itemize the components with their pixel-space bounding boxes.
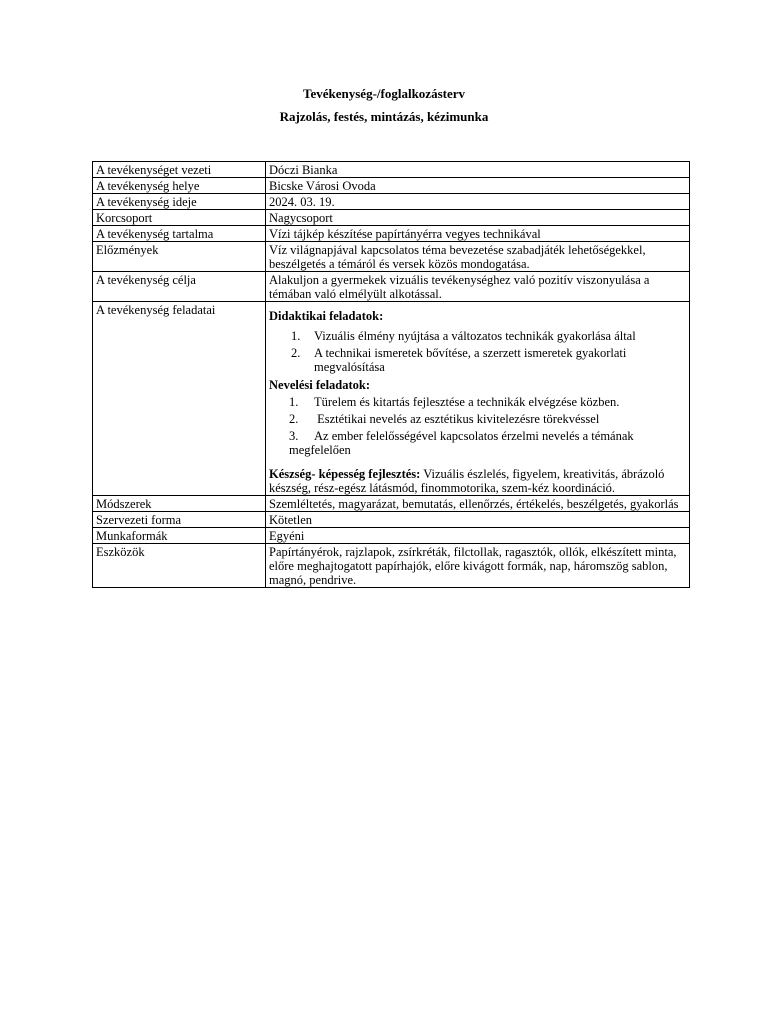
row-label: Eszközök xyxy=(93,544,266,588)
document-title: Tevékenység-/foglalkozásterv xyxy=(303,86,465,101)
list-text: Vizuális élmény nyújtása a változatos technikák gyakorlása által xyxy=(314,329,636,343)
table-row xyxy=(93,178,690,194)
list-number: 2. xyxy=(289,412,299,426)
list-item xyxy=(291,346,686,374)
nevelesi-heading: Nevelési feladatok: xyxy=(269,378,371,392)
list-text: Türelem és kitartás fejlesztése a technikák elvégzése közben. xyxy=(314,395,620,409)
table-row xyxy=(93,194,690,210)
list-item xyxy=(289,412,686,426)
keszseg-heading: Készség- képesség fejlesztés: xyxy=(269,467,421,481)
list-text: Esztétikai nevelés az esztétikus kivitelezésre törekvéssel xyxy=(314,412,600,426)
table-row xyxy=(93,210,690,226)
list-number: 1. xyxy=(291,329,301,343)
row-value: 2024. 03. 19. xyxy=(266,194,690,210)
row-label: A tevékenységet vezeti xyxy=(93,162,266,178)
row-value: Papírtányérok, rajzlapok, zsírkréták, filctollak, ragasztók, ollók, elkészített minta, előre meghajtogatott papírhajók, előre kivágott formák, nap, háromszög sablon, magnó, pendrive. xyxy=(266,544,690,588)
row-value: Kötetlen xyxy=(266,512,690,528)
table-row xyxy=(93,162,690,178)
didaktikai-heading: Didaktikai feladatok: xyxy=(269,309,384,323)
list-item xyxy=(289,429,686,457)
document-subtitle: Rajzolás, festés, mintázás, kézimunka xyxy=(279,109,489,124)
row-label: Módszerek xyxy=(93,496,266,512)
list-number: 1. xyxy=(289,395,299,409)
row-value: Dóczi Bianka xyxy=(266,162,690,178)
table-row xyxy=(93,544,690,588)
table-row xyxy=(93,512,690,528)
keszseg-text: Vizuális észlelés, figyelem, kreativitás, ábrázoló készség, rész-egész látásmód, finommotorika, szem-kéz koordináció. xyxy=(269,467,665,495)
row-label: Szervezeti forma xyxy=(93,512,266,528)
list-item xyxy=(291,329,686,343)
row-value: Szemléltetés, magyarázat, bemutatás, ellenőrzés, értékelés, beszélgetés, gyakorlás xyxy=(266,496,690,512)
row-value: Víz világnapjával kapcsolatos téma bevezetése szabadjáték lehetőségekkel, beszélgetés a témáról és versek közös mondogatása. xyxy=(266,242,690,272)
row-label: A tevékenység helye xyxy=(93,178,266,194)
keszseg-paragraph xyxy=(269,467,686,495)
table-row xyxy=(93,302,690,496)
row-label: Előzmények xyxy=(93,242,266,272)
row-value: Vízi tájkép készítése papírtányérra vegyes technikával xyxy=(266,226,690,242)
row-label: A tevékenység ideje xyxy=(93,194,266,210)
list-number: 3. xyxy=(289,429,299,443)
table-row xyxy=(93,496,690,512)
list-item xyxy=(289,395,686,409)
table-row xyxy=(93,272,690,302)
plan-table xyxy=(92,161,690,588)
row-value: Nagycsoport xyxy=(266,210,690,226)
list-text: Az ember felelősségével kapcsolatos érzelmi nevelés a témának megfelelően xyxy=(289,429,634,457)
row-label: A tevékenység tartalma xyxy=(93,226,266,242)
row-label: Korcsoport xyxy=(93,210,266,226)
row-value: Egyéni xyxy=(266,528,690,544)
list-text: A technikai ismeretek bővítése, a szerzett ismeretek gyakorlati megvalósítása xyxy=(314,346,627,374)
row-label: A tevékenység célja xyxy=(93,272,266,302)
table-row xyxy=(93,242,690,272)
table-row xyxy=(93,226,690,242)
row-value: Alakuljon a gyermekek vizuális tevékenységhez való pozitív viszonyulása a témában való elmélyült alkotással. xyxy=(266,272,690,302)
row-label: Munkaformák xyxy=(93,528,266,544)
table-row xyxy=(93,528,690,544)
list-number: 2. xyxy=(291,346,301,360)
row-value: Bicske Városi Ovoda xyxy=(266,178,690,194)
row-label: A tevékenység feladatai xyxy=(93,302,266,496)
feladatok-cell xyxy=(266,302,690,496)
